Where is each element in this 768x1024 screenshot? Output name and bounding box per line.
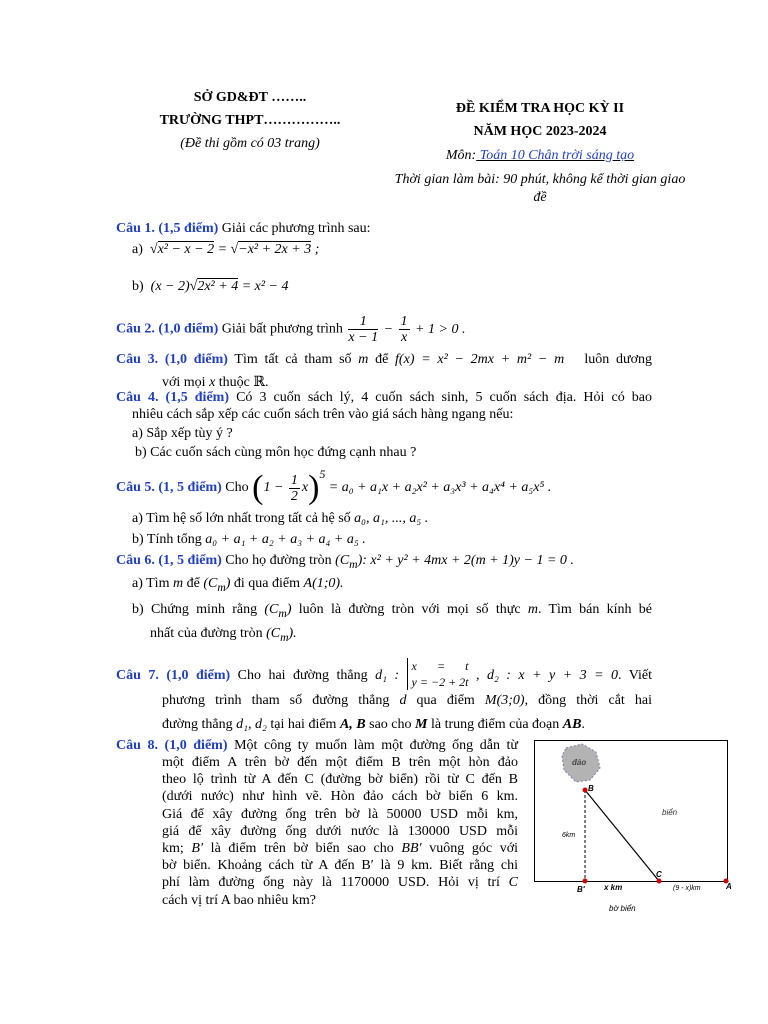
question-1 [116,221,371,237]
q6-part-b-line2 [150,626,297,644]
q4-line1: Có 3 cuốn sách lý, 4 cuốn sách sinh, 5 cuốn sách địa. Hỏi có bao [229,390,652,405]
q3-line2-b: thuộc ℝ. [215,375,269,390]
question-7 [116,660,652,692]
q4-part-a: a) Sắp xếp tùy ý ? [132,426,233,441]
q4-line2: nhiêu cách sắp xếp các cuốn sách trên vào giá sách hàng ngang nếu: [132,407,514,422]
q6-a3: đi qua điểm [230,576,304,591]
q6-b1: b) Chứng minh rằng [132,602,265,617]
q1-a-label: a) [132,242,143,257]
q8-cost2: 130000 [407,823,450,839]
q3-label: Câu 3. (1,0 điểm) [116,352,228,367]
q6-b-line2-text: nhất của đường tròn [150,626,267,641]
q5-b-text: b) Tính tổng [132,532,206,547]
q2-label: Câu 2. (1,0 điểm) [116,321,219,337]
q7-l3c: sao cho [365,717,416,732]
point-b-marker [583,788,588,793]
subject-name: Toán 10 Chân trời sáng tạo [476,148,635,163]
q7-ab2: AB [562,717,582,732]
q8-l5 [162,806,518,823]
q7-lines: d₁ : x = t y = −2 + 2t , d₂ : x + y + 3 = 0 [375,659,618,689]
q6-a-m: m [172,576,184,591]
q3-tail: luôn dương [584,352,653,367]
question-2 [116,314,465,345]
q6-a-cm: $(C_m)$ [203,576,231,594]
q3-x: x [209,375,216,390]
label-x-km: x km [604,883,623,892]
q6-a1: a) Tìm [132,576,173,591]
q1-label: Câu 1. (1,5 điểm) [116,221,219,236]
q5-a-text: a) Tìm hệ số lớn nhất trong tất cả hệ số [132,511,355,526]
q8-l7a: km; [162,841,192,857]
q1-text: Giải các phương trình sau: [218,221,371,236]
q7-l3b: tại hai điểm [266,717,340,732]
question-4 [116,390,652,406]
q1-a-equation: √x² − x − 2 = √−x² + 2x + 3 ; [146,242,320,257]
q5-part-b [132,532,366,548]
q7-label: Câu 7. (1,0 điểm) [116,668,231,684]
school-name: TRƯỜNG THPT…………….. [159,113,341,128]
q7-l2c: , đồng thời cắt hai [524,693,652,708]
q7-l3e: . [581,717,585,732]
q5-expansion: (1 − $\frac{1}{2}$ x)$^5$ = a₀ + a₁x + a₂x² + a₃x³ + a₄x⁴ + a₅x⁵ . [252,467,552,506]
q8-bp: B′ [191,841,204,857]
question-6 [116,553,574,571]
q8-bbp: BB′ [401,841,422,857]
subject-line [390,148,690,164]
q2-text: Giải bất phương trình [218,321,347,337]
q1-b-label: b) [132,279,144,294]
q3-line-2 [162,374,269,391]
q8-l10: cách vị trí A bao nhiêu km? [162,892,316,908]
pages-note: (Đề thi gồm có 03 trang) [180,136,320,151]
subject-label: Môn: [445,148,477,163]
q7-point-m: M(3;0) [484,693,525,708]
q1-part-a [132,242,319,258]
label-rest-km: (9 - x)km [673,885,701,892]
q6-a2: để [183,576,204,591]
q7-line-3 [162,717,585,733]
q7-text: Cho hai đường thẳng [230,668,376,684]
q6-b3: . Tìm bán kính bé [537,602,652,617]
point-bp-marker [583,879,588,884]
q6-a-point: A(1;0). [303,576,344,591]
q3-m: m [358,352,369,367]
q8-label: Câu 8. (1,0 điểm) [116,738,228,753]
q7-m: M [415,717,428,732]
question-8 [116,737,518,754]
label-6km: 6km [562,832,576,839]
question-5 [116,469,551,507]
q8-l6a: giá để xây đường ống dưới nước là [162,823,408,839]
q8-l6 [162,823,518,840]
school-year: NĂM HỌC 2023-2024 [473,124,607,139]
q7-ab: A, B [339,717,366,732]
label-a: A [726,882,732,891]
q8-figure [534,740,738,920]
q8-l7b: là điểm trên bờ biển sao cho [203,841,402,857]
q5-b-sum: a₀ + a₁ + a₂ + a₃ + a₄ + a₅ . [205,532,366,547]
time-line-2: đề [533,190,547,205]
label-bp: B' [577,885,585,894]
q7-l2b: qua điểm [406,693,485,708]
q5-part-a [132,511,428,527]
q7-l3d: là trung điểm của đoạn [427,717,563,732]
q3-text: Tìm tất cả tham số [227,352,359,367]
q6-b-m: m [527,602,538,617]
q6-b2: luôn là đường tròn với mọi số thực [291,602,528,617]
label-b: B [588,784,594,793]
q8-l9a: phí làm đường ống này là [162,875,341,891]
sea-label: biển [662,808,678,817]
island-label: đảo [572,758,587,767]
q6-b-line2-cm: $(C_m)$. [266,626,297,644]
q8-l7 [162,840,518,857]
q6-part-b [132,602,652,620]
q8-l2: một điểm A trên bờ đến một điểm B trên một hòn đảo [162,755,518,770]
q1-b-equation: (x − 2)√2x² + 4 = x² − 4 [147,279,289,294]
q8-l5a: Giá để xây đường ống trên bờ là [162,806,387,822]
q8-l6b: USD mỗi [449,823,518,839]
q2-inequality: $\frac{1}{x - 1}$ − $\frac{1}{x}$ + 1 > 0 . [348,314,466,345]
q4-part-b: b) Các cuốn sách cùng môn học đứng cạnh nhau ? [135,445,417,460]
q8-l9 [162,874,518,891]
q8-c: C [508,875,518,891]
q7-d: d [399,693,407,708]
q7-line-2 [162,693,652,709]
q5-a-coeffs: a₀, a₁, ..., a₅ . [354,511,429,526]
q7-tail: . Viết [618,668,652,684]
q8-l3: theo lộ trình từ A đến C (đường bờ biển) rồi từ C đến B [162,772,518,788]
q8-l1: Một công ty muốn làm một đường ống dẫn từ [227,738,518,753]
q3-line2-a: với mọi [162,375,210,390]
point-c-marker [657,879,662,884]
shore-label: bờ biển [609,904,636,913]
q5-label: Câu 5. (1, 5 điểm) [116,480,222,496]
q8-l8: bờ biển. Khoảng cách từ A đến B′ là 9 km. Biết rằng chi [162,858,518,874]
q8-l4: (dưới nước) như hình vẽ. Hòn đảo cách bờ biển 6 km. [162,789,518,805]
q8-l5b: USD mỗi km, [421,806,518,822]
exam-title: ĐỀ KIỂM TRA HỌC KỲ II [455,101,625,116]
q7-l3a: đường thẳng [162,717,237,732]
q7-d1d2: d₁, d₂ [236,717,267,732]
q6-text: Cho họ đường tròn [221,553,336,568]
q8-cost1: 50000 [386,806,422,822]
q6-b-cm: $(C_m)$ [264,602,292,620]
q7-l2a: phương trình tham số đường thẳng [162,693,400,708]
q5-text: Cho [221,480,253,496]
q6-part-a [132,576,344,594]
q8-cost3: 1170000 [340,875,390,891]
q8-l7c: vuông góc với [421,841,518,857]
question-3 [116,352,652,368]
q3-text2: để [368,352,396,367]
q1-part-b [132,279,289,295]
q8-body [162,754,518,909]
q8-l9b: USD. Hỏi vị trí [389,875,509,891]
dept-name: SỞ GD&ĐT …….. [193,90,307,105]
time-line-1: Thời gian làm bài: 90 phút, không kể thời gian giao [394,172,686,187]
q3-function: f(x) = x² − 2mx + m² − m [395,352,565,367]
label-c: C [656,870,662,879]
q4-label: Câu 4. (1,5 điểm) [116,390,229,405]
q6-circle-equation: $(C_m)$: x² + y² + 4mx + 2(m + 1)y − 1 = 0 . [335,553,574,571]
q6-label: Câu 6. (1, 5 điểm) [116,553,222,568]
